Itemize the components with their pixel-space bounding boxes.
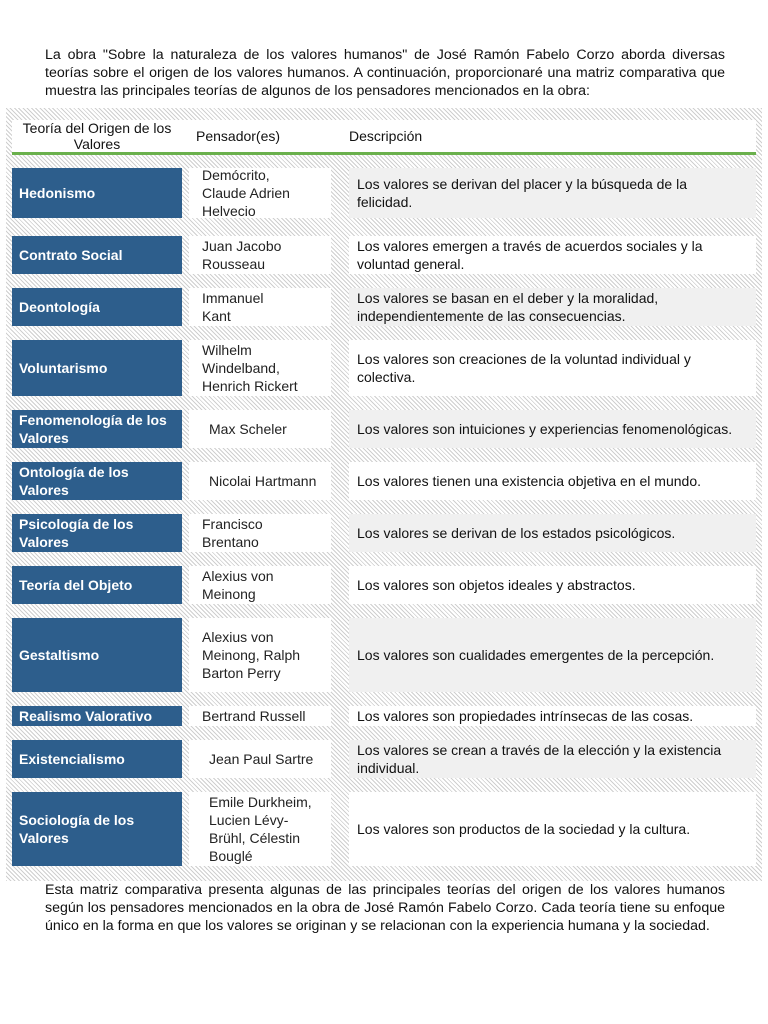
description-cell: Los valores son objetos ideales y abstractos. xyxy=(349,566,756,604)
theory-cell: Contrato Social xyxy=(12,236,182,274)
table-row xyxy=(12,236,756,274)
description-cell: Los valores son intuiciones y experiencias fenomenológicas. xyxy=(349,410,756,448)
theory-cell: Gestaltismo xyxy=(12,618,182,692)
theory-cell: Ontología de los Valores xyxy=(12,462,182,500)
header-theory: Teoría del Origen de los Valores xyxy=(22,120,172,152)
thinker-cell: Alexius von Meinong, Ralph Barton Perry xyxy=(189,618,331,692)
theory-cell: Voluntarismo xyxy=(12,340,182,396)
theory-cell: Sociología de los Valores xyxy=(12,792,182,866)
table-row xyxy=(12,462,756,500)
thinker-cell: Bertrand Russell xyxy=(189,706,331,726)
description-cell: Los valores son propiedades intrínsecas de las cosas. xyxy=(349,706,756,726)
table-row xyxy=(12,288,756,326)
theory-cell: Realismo Valorativo xyxy=(12,706,182,726)
comparative-matrix xyxy=(6,108,762,881)
table-row xyxy=(12,340,756,396)
description-cell: Los valores son productos de la sociedad y la cultura. xyxy=(349,792,756,866)
intro-paragraph: La obra "Sobre la naturaleza de los valores humanos" de José Ramón Fabelo Corzo aborda diversas teorías sobre el origen de los valores humanos. A continuación, proporcionaré una matriz comparativa que muestra las principales teorías de algunos de los pensadores mencionados en la obra: xyxy=(45,47,725,99)
outro-paragraph: Esta matriz comparativa presenta algunas de las principales teorías del origen de los valores humanos según los pensadores mencionados en la obra de José Ramón Fabelo Corzo. Cada teoría tiene su enfoque único en la forma en que los valores se originan y se relacionan con la experiencia humana y la sociedad. xyxy=(45,882,725,934)
thinker-cell: Francisco Brentano xyxy=(189,514,331,552)
thinker-cell: Juan Jacobo Rousseau xyxy=(189,236,331,274)
table-row xyxy=(12,410,756,448)
thinker-cell: Max Scheler xyxy=(189,410,331,448)
thinker-cell: Emile Durkheim, Lucien Lévy-Brühl, Célestin Bouglé xyxy=(189,792,331,866)
theory-cell: Deontología xyxy=(12,288,182,326)
description-cell: Los valores son cualidades emergentes de la percepción. xyxy=(349,618,756,692)
thinker-cell: Nicolai Hartmann xyxy=(189,462,331,500)
thinker-cell: Wilhelm Windelband, Henrich Rickert xyxy=(189,340,331,396)
table-row xyxy=(12,792,756,866)
description-cell: Los valores se crean a través de la elección y la existencia individual. xyxy=(349,740,756,778)
thinker-cell: Immanuel Kant xyxy=(189,288,331,326)
theory-cell: Teoría del Objeto xyxy=(12,566,182,604)
description-cell: Los valores se derivan del placer y la búsqueda de la felicidad. xyxy=(349,168,756,218)
description-cell: Los valores tienen una existencia objetiva en el mundo. xyxy=(349,462,756,500)
header-description: Descripción xyxy=(349,128,423,144)
theory-cell: Hedonismo xyxy=(12,168,182,218)
table-header xyxy=(12,120,756,155)
thinker-cell: Alexius von Meinong xyxy=(189,566,331,604)
description-cell: Los valores son creaciones de la voluntad individual y colectiva. xyxy=(349,340,756,396)
theory-cell: Existencialismo xyxy=(12,740,182,778)
table-row xyxy=(12,514,756,552)
theory-cell: Psicología de los Valores xyxy=(12,514,182,552)
theory-cell: Fenomenología de los Valores xyxy=(12,410,182,448)
table-row xyxy=(12,168,756,218)
thinker-cell: Jean Paul Sartre xyxy=(189,740,331,778)
table-row xyxy=(12,618,756,692)
thinker-cell: Demócrito, Claude Adrien Helvecio xyxy=(189,168,331,218)
table-row xyxy=(12,706,756,726)
description-cell: Los valores se derivan de los estados psicológicos. xyxy=(349,514,756,552)
description-cell: Los valores se basan en el deber y la moralidad, independientemente de las consecuencias. xyxy=(349,288,756,326)
table-row xyxy=(12,566,756,604)
table-row xyxy=(12,740,756,778)
header-thinker: Pensador(es) xyxy=(196,128,281,144)
description-cell: Los valores emergen a través de acuerdos sociales y la voluntad general. xyxy=(349,236,756,274)
